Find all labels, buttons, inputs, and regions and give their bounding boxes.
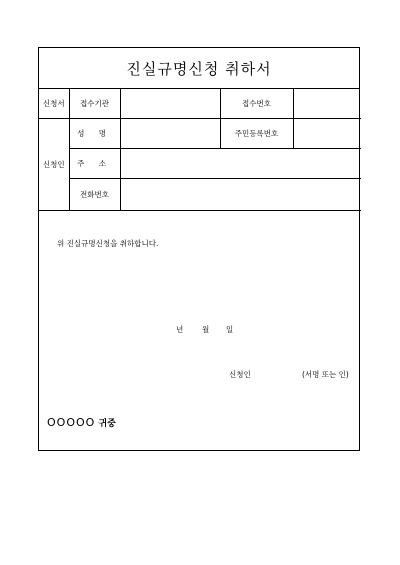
signature-hint: (서명 또는 인): [302, 370, 349, 379]
signature-label: 신청인: [229, 370, 251, 379]
resident-number-field[interactable]: [293, 119, 361, 149]
applicant-name-row: [39, 119, 361, 149]
applicant-phone-row: [39, 179, 361, 211]
withdrawal-statement: 위 진실규명신청을 취하합니다.: [57, 239, 159, 248]
name-label: 성 명: [69, 119, 120, 149]
form-title: 진실규명신청 취하서: [39, 48, 359, 89]
phone-label: 전화번호: [69, 179, 120, 211]
recipient-placeholder: OOOOO: [47, 416, 96, 429]
receipt-number-field[interactable]: [293, 89, 361, 119]
applicant-address-row: [39, 149, 361, 179]
receiving-agency-label: 접수기관: [69, 89, 120, 119]
applicant-section-label: 신청인: [39, 119, 69, 211]
form-table: [39, 89, 361, 211]
resident-number-label: 주민등록번호: [220, 119, 293, 149]
receipt-number-label: 접수번호: [220, 89, 293, 119]
application-header-cell: 신청서: [39, 89, 69, 119]
date-year-label: 년: [176, 325, 184, 334]
address-label: 주 소: [69, 149, 120, 179]
address-field[interactable]: [120, 149, 361, 179]
date-month-label: 월: [202, 325, 210, 334]
phone-field[interactable]: [120, 179, 361, 211]
name-field[interactable]: [120, 119, 220, 149]
recipient-suffix: 귀중: [98, 419, 116, 429]
recipient-line: [47, 416, 116, 429]
date-day-label: 일: [226, 325, 234, 334]
withdrawal-form: [38, 47, 360, 451]
receiving-agency-field[interactable]: [120, 89, 220, 119]
application-row: [39, 89, 361, 119]
